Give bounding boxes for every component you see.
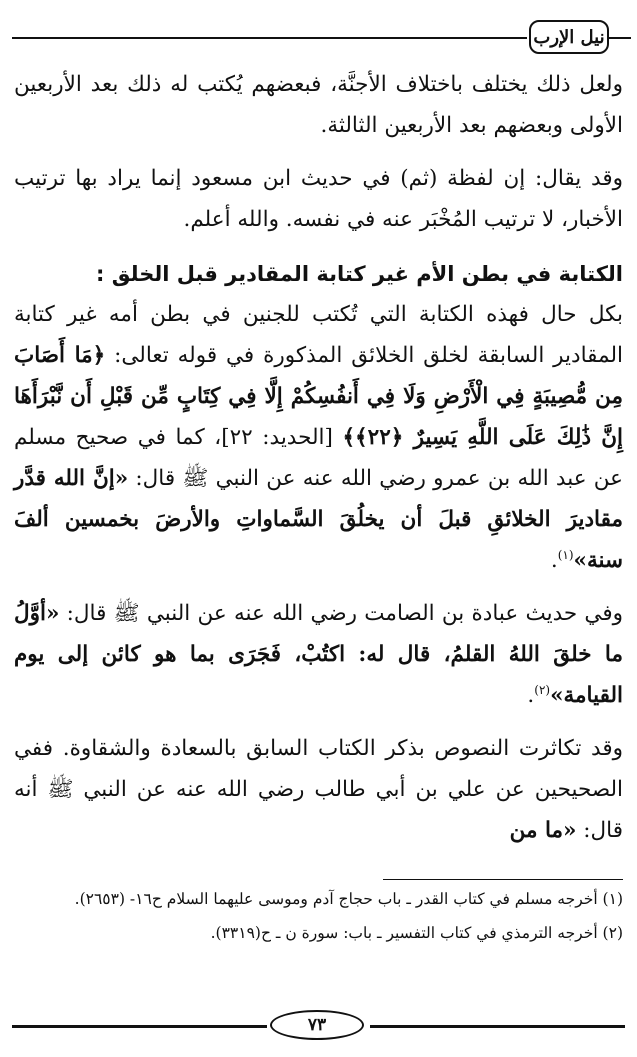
footer-rule-left [12, 1025, 267, 1028]
running-title: نيل الإرب [529, 20, 609, 54]
header-rule [12, 37, 527, 39]
hadith-text: «أوَّلُ ما خلقَ اللهُ القلمُ، قال له: اكتُبْ، فَجَرَى بما هو كائن إلى يوم القيامة» [14, 601, 623, 708]
intro-text: وفي حديث عبادة بن الصامت رضي الله عنه عن النبي ﷺ قال: [59, 601, 623, 626]
body-text [14, 64, 623, 851]
paragraph-1: ولعل ذلك يختلف باختلاف الأجنَّة، فبعضهم يُكتب له ذلك بعد الأربعين الأولى وبعضهم بعد الأربعين الثالثة. [14, 72, 623, 138]
section-paragraph-3 [14, 728, 623, 851]
sentence-end: . [527, 683, 535, 708]
intro-text: بكل حال فهذه الكتابة التي تُكتب للجنين في بطن أمه غير كتابة المقادير السابقة لخلق الخلائق المذكورة في قوله تعالى: [14, 302, 623, 368]
footnote-2: (٢) أخرجه الترمذي في كتاب التفسير ـ باب: سورة ن ـ ح(٣٣١٩). [210, 924, 623, 942]
body-text-run: وقد تكاثرت النصوص بذكر الكتاب السابق بالسعادة والشقاوة. ففي الصحيحين عن علي بن أبي طالب رضي الله عنه عن النبي ﷺ أنه قال: [14, 736, 623, 843]
footer-rule-right [370, 1025, 625, 1028]
footnote-mark-2[interactable]: (٢) [534, 682, 551, 697]
section-paragraph-1 [14, 294, 623, 581]
footnote-mark-1[interactable]: (١) [557, 547, 574, 562]
footnote-separator [383, 879, 623, 880]
footnotes [14, 886, 623, 946]
verse-reference: [الحديد: ٢٢]، كما في صحيح مسلم عن عبد الله بن عمرو رضي الله عنه عن النبي ﷺ قال: [14, 425, 623, 491]
sentence-end: . [550, 548, 558, 573]
page-number: ٧٣ [270, 1010, 364, 1040]
paragraph-2: وقد يقال: إن لفظة (ثم) في حديث ابن مسعود إنما يراد بها ترتيب الأخبار، لا ترتيب المُخْبَر عنه في نفسه. والله أعلم. [14, 166, 623, 232]
header-rule-right [609, 37, 631, 39]
section-paragraph-2 [14, 593, 623, 716]
hadith-text: «ما من [509, 818, 577, 843]
footnote-1: (١) أخرجه مسلم في كتاب القدر ـ باب حجاج آدم وموسى عليهما السلام ح١٦- (٢٦٥٣). [74, 890, 623, 908]
quran-verse: ﴿مَا أَصَابَ مِن مُّصِيبَةٍ فِي الْأَرْضِ وَلَا فِي أَنفُسِكُمْ إِلَّا فِي كِتَابٍ مِّن قَبْلِ أَن نَّبْرَأَهَا إِنَّ ذَٰلِكَ عَلَى اللَّهِ يَسِيرٌ ﴿٢٢﴾﴾ [14, 343, 623, 450]
section-heading: الكتابة في بطن الأم غير كتابة المقادير قبل الخلق : [96, 262, 623, 286]
hadith-text: «إنَّ الله قدَّر مقاديرَ الخلائقِ قبلَ أن يخلُقَ السَّماواتِ والأرضَ بخمسين ألفَ سنة» [14, 466, 623, 573]
